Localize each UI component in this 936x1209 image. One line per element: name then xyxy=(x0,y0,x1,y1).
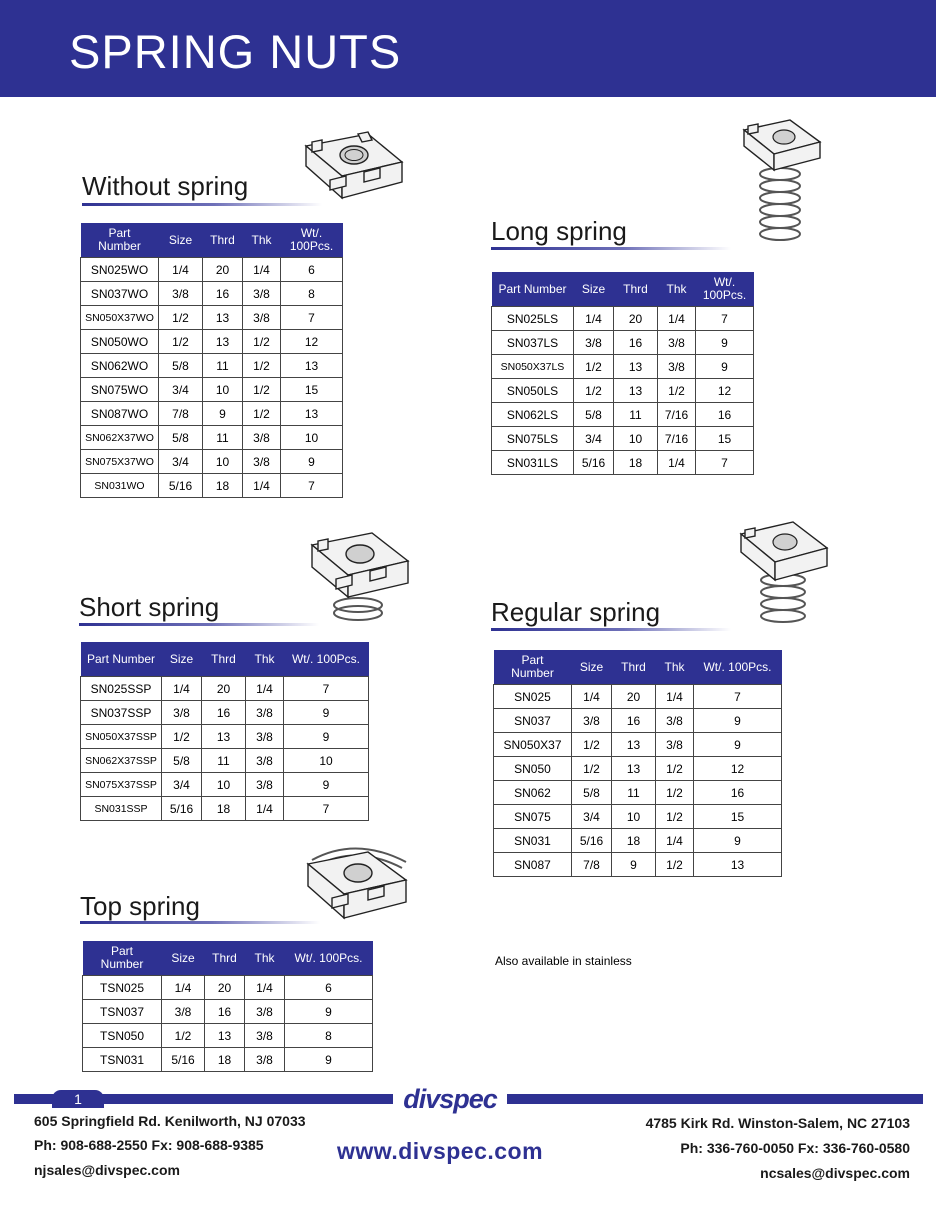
spec-cell: 6 xyxy=(285,976,373,1000)
spec-cell: 9 xyxy=(284,725,369,749)
table-row xyxy=(81,426,343,450)
spec-cell: 9 xyxy=(285,1000,373,1024)
section-underline xyxy=(491,247,731,250)
spec-cell: 1/2 xyxy=(162,725,202,749)
header-banner xyxy=(0,0,936,97)
section-underline xyxy=(491,628,731,631)
spec-cell: 13 xyxy=(281,402,343,426)
spec-cell: 16 xyxy=(614,331,658,355)
spec-cell: 1/2 xyxy=(243,378,281,402)
spec-cell: 15 xyxy=(281,378,343,402)
spec-cell: 11 xyxy=(202,749,246,773)
spec-cell: 3/8 xyxy=(574,331,614,355)
part-number-cell: SN050X37WO xyxy=(81,306,159,330)
spec-cell: 16 xyxy=(696,403,754,427)
table-row xyxy=(83,976,373,1000)
spec-cell: 3/4 xyxy=(162,773,202,797)
spec-cell: 3/8 xyxy=(243,426,281,450)
table-row xyxy=(81,773,369,797)
spec-cell: 12 xyxy=(696,379,754,403)
part-number-cell: SN025WO xyxy=(81,258,159,282)
right-phone: Ph: 336-760-0050 Fx: 336-760-0580 xyxy=(680,1140,910,1156)
spec-cell: 3/8 xyxy=(246,725,284,749)
table-long-spring xyxy=(491,272,754,475)
spec-cell: 18 xyxy=(203,474,243,498)
table-row xyxy=(492,331,754,355)
table-header-row xyxy=(83,941,373,976)
spec-cell: 10 xyxy=(203,450,243,474)
spec-cell: 3/8 xyxy=(658,331,696,355)
spec-cell: 1/4 xyxy=(246,797,284,821)
spec-cell: 5/16 xyxy=(162,797,202,821)
section-title-long-spring: Long spring xyxy=(491,216,627,246)
table-row xyxy=(81,258,343,282)
spec-cell: 1/2 xyxy=(574,379,614,403)
section-title-short-spring: Short spring xyxy=(79,592,220,622)
spec-cell: 1/4 xyxy=(162,677,202,701)
spec-cell: 5/8 xyxy=(162,749,202,773)
column-header: Thrd xyxy=(205,941,245,976)
spec-cell: 3/8 xyxy=(245,1048,285,1072)
spec-cell: 3/4 xyxy=(159,450,203,474)
spec-cell: 1/4 xyxy=(162,976,205,1000)
spec-cell: 3/4 xyxy=(572,805,612,829)
column-header: Part Number xyxy=(81,642,162,677)
page-number: 1 xyxy=(52,1090,104,1108)
spec-cell: 20 xyxy=(203,258,243,282)
column-header: Part Number xyxy=(81,223,159,258)
part-number-cell: SN025 xyxy=(494,685,572,709)
spec-cell: 15 xyxy=(694,805,782,829)
spec-cell: 1/2 xyxy=(658,379,696,403)
part-number-cell: SN025SSP xyxy=(81,677,162,701)
spec-cell: 10 xyxy=(202,773,246,797)
column-header: Part Number xyxy=(492,272,574,307)
spec-cell: 1/2 xyxy=(574,355,614,379)
section-title-regular-spring: Regular spring xyxy=(491,597,661,627)
spec-cell: 9 xyxy=(284,701,369,725)
part-number-cell: SN031LS xyxy=(492,451,574,475)
logo-text: divspec xyxy=(403,1084,497,1114)
part-number-cell: SN037 xyxy=(494,709,572,733)
column-header: Size xyxy=(572,650,612,685)
left-phone: Ph: 908-688-2550 Fx: 908-688-9385 xyxy=(34,1137,264,1153)
table-row xyxy=(81,402,343,426)
table-row xyxy=(494,853,782,877)
spec-cell: 9 xyxy=(696,331,754,355)
spec-cell: 5/8 xyxy=(159,354,203,378)
spec-cell: 9 xyxy=(203,402,243,426)
spec-cell: 1/2 xyxy=(243,402,281,426)
part-number-cell: SN050X37SSP xyxy=(81,725,162,749)
spec-cell: 20 xyxy=(612,685,656,709)
part-number-cell: SN031SSP xyxy=(81,797,162,821)
spec-cell: 1/4 xyxy=(159,258,203,282)
spec-cell: 10 xyxy=(203,378,243,402)
section-underline xyxy=(79,623,319,626)
spec-cell: 11 xyxy=(614,403,658,427)
spec-cell: 3/8 xyxy=(246,749,284,773)
spec-cell: 7/8 xyxy=(159,402,203,426)
part-number-cell: SN050 xyxy=(494,757,572,781)
right-email[interactable]: ncsales@divspec.com xyxy=(760,1165,910,1181)
column-header: Wt/. 100Pcs. xyxy=(696,272,754,307)
table-row xyxy=(492,355,754,379)
spec-cell: 3/8 xyxy=(159,282,203,306)
table-row xyxy=(81,749,369,773)
spec-cell: 1/4 xyxy=(243,258,281,282)
spec-cell: 3/4 xyxy=(574,427,614,451)
spec-cell: 1/4 xyxy=(246,677,284,701)
nut-regular-spring-icon xyxy=(737,518,831,632)
spec-cell: 5/16 xyxy=(574,451,614,475)
spec-cell: 7/16 xyxy=(658,427,696,451)
spec-cell: 1/2 xyxy=(656,757,694,781)
section-title-top-spring: Top spring xyxy=(80,891,200,921)
spec-cell: 7 xyxy=(284,677,369,701)
spec-cell: 9 xyxy=(281,450,343,474)
part-number-cell: SN075LS xyxy=(492,427,574,451)
table-row xyxy=(494,709,782,733)
spec-cell: 1/4 xyxy=(658,451,696,475)
spec-cell: 13 xyxy=(612,733,656,757)
spec-cell: 16 xyxy=(203,282,243,306)
table-row xyxy=(81,306,343,330)
table-regular-spring xyxy=(493,650,782,877)
spec-cell: 5/8 xyxy=(159,426,203,450)
spec-cell: 1/4 xyxy=(245,976,285,1000)
spec-cell: 8 xyxy=(281,282,343,306)
part-number-cell: SN075WO xyxy=(81,378,159,402)
column-header: Wt/. 100Pcs. xyxy=(281,223,343,258)
part-number-cell: SN062LS xyxy=(492,403,574,427)
table-row xyxy=(81,677,369,701)
spec-cell: 3/8 xyxy=(656,733,694,757)
table-row xyxy=(83,1000,373,1024)
spec-cell: 9 xyxy=(694,709,782,733)
spec-cell: 18 xyxy=(614,451,658,475)
spec-cell: 1/4 xyxy=(243,474,281,498)
spec-cell: 20 xyxy=(205,976,245,1000)
nut-long-spring-icon xyxy=(740,116,824,254)
column-header: Part Number xyxy=(83,941,162,976)
spec-cell: 18 xyxy=(205,1048,245,1072)
column-header: Wt/. 100Pcs. xyxy=(284,642,369,677)
spec-cell: 7 xyxy=(281,474,343,498)
spec-cell: 7 xyxy=(696,451,754,475)
spec-cell: 10 xyxy=(284,749,369,773)
spec-cell: 1/4 xyxy=(572,685,612,709)
spec-cell: 3/8 xyxy=(245,1000,285,1024)
spec-cell: 1/4 xyxy=(574,307,614,331)
column-header: Thk xyxy=(246,642,284,677)
column-header: Thk xyxy=(245,941,285,976)
spec-cell: 3/8 xyxy=(162,701,202,725)
right-address: 4785 Kirk Rd. Winston-Salem, NC 27103 xyxy=(645,1115,910,1131)
part-number-cell: SN062 xyxy=(494,781,572,805)
website-link[interactable]: www.divspec.com xyxy=(337,1138,544,1164)
table-row xyxy=(81,450,343,474)
spec-cell: 16 xyxy=(202,701,246,725)
table-row xyxy=(492,451,754,475)
spec-cell: 7/8 xyxy=(572,853,612,877)
nut-short-spring-icon xyxy=(306,527,414,623)
part-number-cell: SN062X37WO xyxy=(81,426,159,450)
spec-cell: 1/2 xyxy=(572,757,612,781)
spec-cell: 16 xyxy=(612,709,656,733)
part-number-cell: SN087WO xyxy=(81,402,159,426)
part-number-cell: SN025LS xyxy=(492,307,574,331)
spec-cell: 13 xyxy=(203,306,243,330)
spec-cell: 3/8 xyxy=(162,1000,205,1024)
spec-cell: 10 xyxy=(281,426,343,450)
spec-cell: 3/8 xyxy=(243,282,281,306)
spec-cell: 13 xyxy=(281,354,343,378)
part-number-cell: SN050LS xyxy=(492,379,574,403)
part-number-cell: SN031WO xyxy=(81,474,159,498)
spec-cell: 1/2 xyxy=(656,853,694,877)
table-top-spring xyxy=(82,941,373,1072)
table-row xyxy=(81,330,343,354)
table-row xyxy=(81,354,343,378)
spec-cell: 8 xyxy=(285,1024,373,1048)
table-row xyxy=(494,805,782,829)
section-title-without-spring: Without spring xyxy=(82,171,249,201)
spec-cell: 9 xyxy=(284,773,369,797)
spec-cell: 13 xyxy=(612,757,656,781)
part-number-cell: SN037WO xyxy=(81,282,159,306)
part-number-cell: SN037LS xyxy=(492,331,574,355)
spec-cell: 1/2 xyxy=(159,306,203,330)
table-row xyxy=(81,378,343,402)
table-header-row xyxy=(81,223,343,258)
left-email[interactable]: njsales@divspec.com xyxy=(34,1162,180,1178)
spec-cell: 3/8 xyxy=(243,450,281,474)
section-underline xyxy=(80,921,320,924)
part-number-cell: SN062X37SSP xyxy=(81,749,162,773)
spec-cell: 16 xyxy=(694,781,782,805)
spec-cell: 12 xyxy=(281,330,343,354)
spec-cell: 1/2 xyxy=(243,330,281,354)
table-row xyxy=(494,733,782,757)
table-row xyxy=(492,427,754,451)
spec-cell: 1/4 xyxy=(656,685,694,709)
spec-cell: 9 xyxy=(694,829,782,853)
column-header: Wt/. 100Pcs. xyxy=(694,650,782,685)
table-row xyxy=(494,757,782,781)
column-header: Thk xyxy=(656,650,694,685)
spec-cell: 5/16 xyxy=(159,474,203,498)
spec-cell: 9 xyxy=(612,853,656,877)
table-row xyxy=(83,1048,373,1072)
part-number-cell: SN087 xyxy=(494,853,572,877)
spec-cell: 3/8 xyxy=(243,306,281,330)
spec-cell: 10 xyxy=(612,805,656,829)
spec-cell: 13 xyxy=(205,1024,245,1048)
spec-cell: 3/8 xyxy=(572,709,612,733)
spec-cell: 3/4 xyxy=(159,378,203,402)
column-header: Thrd xyxy=(612,650,656,685)
spec-cell: 5/8 xyxy=(572,781,612,805)
spec-cell: 9 xyxy=(694,733,782,757)
table-row xyxy=(81,725,369,749)
table-row xyxy=(492,307,754,331)
spec-cell: 7 xyxy=(284,797,369,821)
column-header: Thrd xyxy=(202,642,246,677)
part-number-cell: TSN025 xyxy=(83,976,162,1000)
spec-cell: 11 xyxy=(203,354,243,378)
spec-cell: 15 xyxy=(696,427,754,451)
column-header: Thk xyxy=(243,223,281,258)
part-number-cell: TSN050 xyxy=(83,1024,162,1048)
spec-cell: 3/8 xyxy=(656,709,694,733)
column-header: Wt/. 100Pcs. xyxy=(285,941,373,976)
spec-cell: 1/2 xyxy=(243,354,281,378)
part-number-cell: SN031 xyxy=(494,829,572,853)
spec-cell: 7/16 xyxy=(658,403,696,427)
table-header-row xyxy=(492,272,754,307)
nut-without-spring-icon xyxy=(298,128,408,206)
part-number-cell: SN050X37LS xyxy=(492,355,574,379)
table-header-row xyxy=(81,642,369,677)
spec-cell: 16 xyxy=(205,1000,245,1024)
left-address: 605 Springfield Rd. Kenilworth, NJ 07033 xyxy=(34,1113,306,1129)
spec-cell: 13 xyxy=(203,330,243,354)
spec-cell: 6 xyxy=(281,258,343,282)
spec-cell: 7 xyxy=(696,307,754,331)
spec-cell: 13 xyxy=(614,355,658,379)
spec-cell: 18 xyxy=(612,829,656,853)
spec-cell: 5/16 xyxy=(162,1048,205,1072)
table-row xyxy=(492,403,754,427)
table-row xyxy=(81,474,343,498)
column-header: Thrd xyxy=(614,272,658,307)
spec-cell: 5/16 xyxy=(572,829,612,853)
part-number-cell: TSN031 xyxy=(83,1048,162,1072)
spec-cell: 1/4 xyxy=(658,307,696,331)
spec-cell: 3/8 xyxy=(245,1024,285,1048)
spec-cell: 1/2 xyxy=(162,1024,205,1048)
page-title: SPRING NUTS xyxy=(69,25,402,78)
spec-cell: 1/2 xyxy=(572,733,612,757)
spec-cell: 1/2 xyxy=(656,781,694,805)
spec-cell: 12 xyxy=(694,757,782,781)
nut-top-spring-icon xyxy=(302,838,414,924)
spec-cell: 13 xyxy=(614,379,658,403)
column-header: Thrd xyxy=(203,223,243,258)
spec-cell: 13 xyxy=(202,725,246,749)
part-number-cell: TSN037 xyxy=(83,1000,162,1024)
table-without-spring xyxy=(80,223,343,498)
divspec-logo xyxy=(393,1084,507,1114)
spec-cell: 18 xyxy=(202,797,246,821)
part-number-cell: SN075X37SSP xyxy=(81,773,162,797)
table-row xyxy=(83,1024,373,1048)
spec-cell: 1/2 xyxy=(159,330,203,354)
spec-cell: 7 xyxy=(281,306,343,330)
table-row xyxy=(494,685,782,709)
column-header: Size xyxy=(162,941,205,976)
spec-cell: 20 xyxy=(202,677,246,701)
section-underline xyxy=(82,203,322,206)
spec-cell: 9 xyxy=(285,1048,373,1072)
spec-cell: 5/8 xyxy=(574,403,614,427)
part-number-cell: SN050X37 xyxy=(494,733,572,757)
table-row xyxy=(494,781,782,805)
part-number-cell: SN050WO xyxy=(81,330,159,354)
part-number-cell: SN037SSP xyxy=(81,701,162,725)
table-row xyxy=(494,829,782,853)
spec-cell: 7 xyxy=(694,685,782,709)
table-header-row xyxy=(494,650,782,685)
table-row xyxy=(492,379,754,403)
part-number-cell: SN075 xyxy=(494,805,572,829)
column-header: Size xyxy=(574,272,614,307)
spec-cell: 3/8 xyxy=(658,355,696,379)
spec-cell: 11 xyxy=(612,781,656,805)
spec-cell: 10 xyxy=(614,427,658,451)
table-short-spring xyxy=(80,642,369,821)
spec-cell: 11 xyxy=(203,426,243,450)
part-number-cell: SN075X37WO xyxy=(81,450,159,474)
column-header: Thk xyxy=(658,272,696,307)
column-header: Size xyxy=(162,642,202,677)
part-number-cell: SN062WO xyxy=(81,354,159,378)
stainless-note: Also available in stainless xyxy=(495,954,632,968)
column-header: Part Number xyxy=(494,650,572,685)
column-header: Size xyxy=(159,223,203,258)
spec-cell: 13 xyxy=(694,853,782,877)
table-row xyxy=(81,701,369,725)
spec-cell: 1/2 xyxy=(656,805,694,829)
spec-cell: 1/4 xyxy=(656,829,694,853)
spec-cell: 9 xyxy=(696,355,754,379)
spec-cell: 3/8 xyxy=(246,773,284,797)
spec-cell: 3/8 xyxy=(246,701,284,725)
table-row xyxy=(81,282,343,306)
table-row xyxy=(81,797,369,821)
spec-cell: 20 xyxy=(614,307,658,331)
